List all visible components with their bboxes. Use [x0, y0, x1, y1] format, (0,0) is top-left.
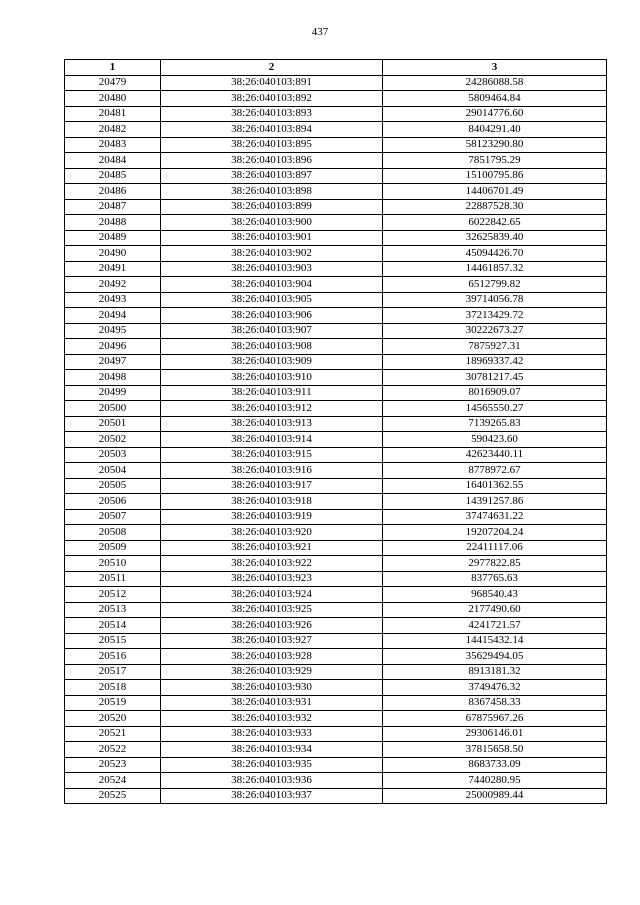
- cadastral-number-cell: 38:26:040103:910: [161, 370, 383, 386]
- table-row: [65, 494, 607, 510]
- column-header-1: 1: [65, 60, 161, 76]
- value-cell: 37815658.50: [383, 742, 607, 758]
- row-number-cell: 20506: [65, 494, 161, 510]
- cadastral-number-cell: 38:26:040103:893: [161, 106, 383, 122]
- cadastral-number-cell: 38:26:040103:930: [161, 680, 383, 696]
- row-number-cell: 20520: [65, 711, 161, 727]
- row-number-cell: 20514: [65, 618, 161, 634]
- row-number-cell: 20492: [65, 277, 161, 293]
- cadastral-number-cell: 38:26:040103:926: [161, 618, 383, 634]
- table-row: [65, 649, 607, 665]
- value-cell: 7851795.29: [383, 153, 607, 169]
- table-row: [65, 556, 607, 572]
- table-body: [65, 75, 607, 804]
- cadastral-number-cell: 38:26:040103:915: [161, 447, 383, 463]
- cadastral-number-cell: 38:26:040103:936: [161, 773, 383, 789]
- cadastral-number-cell: 38:26:040103:908: [161, 339, 383, 355]
- row-number-cell: 20491: [65, 261, 161, 277]
- table-row: [65, 757, 607, 773]
- value-cell: 39714056.78: [383, 292, 607, 308]
- row-number-cell: 20479: [65, 75, 161, 91]
- value-cell: 14461857.32: [383, 261, 607, 277]
- table-row: [65, 199, 607, 215]
- row-number-cell: 20523: [65, 757, 161, 773]
- row-number-cell: 20512: [65, 587, 161, 603]
- table-row: [65, 370, 607, 386]
- row-number-cell: 20485: [65, 168, 161, 184]
- row-number-cell: 20501: [65, 416, 161, 432]
- cadastral-number-cell: 38:26:040103:913: [161, 416, 383, 432]
- cadastral-number-cell: 38:26:040103:903: [161, 261, 383, 277]
- cadastral-number-cell: 38:26:040103:927: [161, 633, 383, 649]
- value-cell: 29014776.60: [383, 106, 607, 122]
- table-row: [65, 215, 607, 231]
- value-cell: 15100795.86: [383, 168, 607, 184]
- value-cell: 42623440.11: [383, 447, 607, 463]
- column-header-2: 2: [161, 60, 383, 76]
- row-number-cell: 20507: [65, 509, 161, 525]
- value-cell: 30222673.27: [383, 323, 607, 339]
- value-cell: 2177490.60: [383, 602, 607, 618]
- table-row: [65, 153, 607, 169]
- value-cell: 5809464.84: [383, 91, 607, 107]
- row-number-cell: 20498: [65, 370, 161, 386]
- table-row: [65, 447, 607, 463]
- column-header-3: 3: [383, 60, 607, 76]
- value-cell: 837765.63: [383, 571, 607, 587]
- table-row: [65, 602, 607, 618]
- cadastral-number-cell: 38:26:040103:891: [161, 75, 383, 91]
- value-cell: 16401362.55: [383, 478, 607, 494]
- cadastral-number-cell: 38:26:040103:901: [161, 230, 383, 246]
- value-cell: 14565550.27: [383, 401, 607, 417]
- value-cell: 45094426.70: [383, 246, 607, 262]
- table-row: [65, 292, 607, 308]
- table-row: [65, 91, 607, 107]
- value-cell: 7875927.31: [383, 339, 607, 355]
- table-row: [65, 137, 607, 153]
- table-row: [65, 308, 607, 324]
- value-cell: 8016909.07: [383, 385, 607, 401]
- value-cell: 7139265.83: [383, 416, 607, 432]
- cadastral-number-cell: 38:26:040103:911: [161, 385, 383, 401]
- cadastral-number-cell: 38:26:040103:922: [161, 556, 383, 572]
- table-row: [65, 230, 607, 246]
- row-number-cell: 20502: [65, 432, 161, 448]
- cadastral-number-cell: 38:26:040103:904: [161, 277, 383, 293]
- value-cell: 590423.60: [383, 432, 607, 448]
- row-number-cell: 20524: [65, 773, 161, 789]
- value-cell: 35629494.05: [383, 649, 607, 665]
- value-cell: 6512799.82: [383, 277, 607, 293]
- cadastral-number-cell: 38:26:040103:916: [161, 463, 383, 479]
- row-number-cell: 20503: [65, 447, 161, 463]
- table-row: [65, 773, 607, 789]
- cadastral-number-cell: 38:26:040103:923: [161, 571, 383, 587]
- cadastral-number-cell: 38:26:040103:928: [161, 649, 383, 665]
- table-row: [65, 664, 607, 680]
- row-number-cell: 20517: [65, 664, 161, 680]
- table-row: [65, 416, 607, 432]
- cadastral-number-cell: 38:26:040103:907: [161, 323, 383, 339]
- row-number-cell: 20482: [65, 122, 161, 138]
- row-number-cell: 20489: [65, 230, 161, 246]
- table-row: [65, 788, 607, 804]
- value-cell: 7440280.95: [383, 773, 607, 789]
- table-row: [65, 354, 607, 370]
- cadastral-number-cell: 38:26:040103:895: [161, 137, 383, 153]
- value-cell: 32625839.40: [383, 230, 607, 246]
- value-cell: 3749476.32: [383, 680, 607, 696]
- row-number-cell: 20521: [65, 726, 161, 742]
- row-number-cell: 20499: [65, 385, 161, 401]
- value-cell: 19207204.24: [383, 525, 607, 541]
- table-row: [65, 726, 607, 742]
- cadastral-number-cell: 38:26:040103:905: [161, 292, 383, 308]
- value-cell: 22411117.06: [383, 540, 607, 556]
- cadastral-number-cell: 38:26:040103:914: [161, 432, 383, 448]
- value-cell: 30781217.45: [383, 370, 607, 386]
- cadastral-number-cell: 38:26:040103:931: [161, 695, 383, 711]
- cadastral-number-cell: 38:26:040103:918: [161, 494, 383, 510]
- row-number-cell: 20496: [65, 339, 161, 355]
- table-row: [65, 184, 607, 200]
- row-number-cell: 20525: [65, 788, 161, 804]
- table-row: [65, 432, 607, 448]
- cadastral-number-cell: 38:26:040103:932: [161, 711, 383, 727]
- table-row: [65, 695, 607, 711]
- row-number-cell: 20484: [65, 153, 161, 169]
- row-number-cell: 20486: [65, 184, 161, 200]
- value-cell: 37213429.72: [383, 308, 607, 324]
- cadastral-number-cell: 38:26:040103:897: [161, 168, 383, 184]
- table-row: [65, 525, 607, 541]
- value-cell: 14391257.86: [383, 494, 607, 510]
- table-row: [65, 478, 607, 494]
- cadastral-number-cell: 38:26:040103:924: [161, 587, 383, 603]
- table-row: [65, 339, 607, 355]
- row-number-cell: 20500: [65, 401, 161, 417]
- cadastral-number-cell: 38:26:040103:892: [161, 91, 383, 107]
- value-cell: 8778972.67: [383, 463, 607, 479]
- cadastral-number-cell: 38:26:040103:935: [161, 757, 383, 773]
- table-row: [65, 540, 607, 556]
- value-cell: 8367458.33: [383, 695, 607, 711]
- row-number-cell: 20513: [65, 602, 161, 618]
- cadastral-number-cell: 38:26:040103:899: [161, 199, 383, 215]
- cadastral-number-cell: 38:26:040103:919: [161, 509, 383, 525]
- row-number-cell: 20518: [65, 680, 161, 696]
- cadastral-number-cell: 38:26:040103:937: [161, 788, 383, 804]
- table-row: [65, 509, 607, 525]
- cadastral-number-cell: 38:26:040103:921: [161, 540, 383, 556]
- row-number-cell: 20490: [65, 246, 161, 262]
- row-number-cell: 20488: [65, 215, 161, 231]
- value-cell: 14415432.14: [383, 633, 607, 649]
- table-row: [65, 633, 607, 649]
- value-cell: 24286088.58: [383, 75, 607, 91]
- header-row: [65, 60, 607, 76]
- cadastral-number-cell: 38:26:040103:933: [161, 726, 383, 742]
- table-row: [65, 680, 607, 696]
- value-cell: 14406701.49: [383, 184, 607, 200]
- row-number-cell: 20516: [65, 649, 161, 665]
- cadastral-number-cell: 38:26:040103:896: [161, 153, 383, 169]
- value-cell: 18969337.42: [383, 354, 607, 370]
- cadastral-number-cell: 38:26:040103:906: [161, 308, 383, 324]
- value-cell: 8913181.32: [383, 664, 607, 680]
- table-row: [65, 168, 607, 184]
- cadastral-number-cell: 38:26:040103:917: [161, 478, 383, 494]
- value-cell: 67875967.26: [383, 711, 607, 727]
- row-number-cell: 20511: [65, 571, 161, 587]
- table-row: [65, 463, 607, 479]
- value-cell: 6022842.65: [383, 215, 607, 231]
- table-row: [65, 75, 607, 91]
- value-cell: 4241721.57: [383, 618, 607, 634]
- cadastral-number-cell: 38:26:040103:925: [161, 602, 383, 618]
- table-row: [65, 261, 607, 277]
- value-cell: 968540.43: [383, 587, 607, 603]
- row-number-cell: 20515: [65, 633, 161, 649]
- table-row: [65, 122, 607, 138]
- table-row: [65, 277, 607, 293]
- row-number-cell: 20508: [65, 525, 161, 541]
- row-number-cell: 20494: [65, 308, 161, 324]
- row-number-cell: 20495: [65, 323, 161, 339]
- row-number-cell: 20522: [65, 742, 161, 758]
- cadastral-number-cell: 38:26:040103:912: [161, 401, 383, 417]
- value-cell: 58123290.80: [383, 137, 607, 153]
- cadastral-number-cell: 38:26:040103:902: [161, 246, 383, 262]
- table-row: [65, 711, 607, 727]
- value-cell: 25000989.44: [383, 788, 607, 804]
- registry-table: [64, 59, 607, 804]
- value-cell: 8683733.09: [383, 757, 607, 773]
- row-number-cell: 20510: [65, 556, 161, 572]
- row-number-cell: 20505: [65, 478, 161, 494]
- table-row: [65, 323, 607, 339]
- value-cell: 2977822.85: [383, 556, 607, 572]
- cadastral-number-cell: 38:26:040103:894: [161, 122, 383, 138]
- cadastral-number-cell: 38:26:040103:909: [161, 354, 383, 370]
- table-row: [65, 106, 607, 122]
- cadastral-number-cell: 38:26:040103:934: [161, 742, 383, 758]
- cadastral-number-cell: 38:26:040103:900: [161, 215, 383, 231]
- table-row: [65, 385, 607, 401]
- row-number-cell: 20509: [65, 540, 161, 556]
- row-number-cell: 20483: [65, 137, 161, 153]
- table-row: [65, 401, 607, 417]
- page-number: 437: [311, 26, 329, 38]
- table-row: [65, 742, 607, 758]
- row-number-cell: 20504: [65, 463, 161, 479]
- row-number-cell: 20480: [65, 91, 161, 107]
- row-number-cell: 20493: [65, 292, 161, 308]
- row-number-cell: 20519: [65, 695, 161, 711]
- table-row: [65, 587, 607, 603]
- value-cell: 22887528.30: [383, 199, 607, 215]
- cadastral-number-cell: 38:26:040103:929: [161, 664, 383, 680]
- cadastral-number-cell: 38:26:040103:920: [161, 525, 383, 541]
- row-number-cell: 20481: [65, 106, 161, 122]
- value-cell: 29306146.01: [383, 726, 607, 742]
- table-row: [65, 246, 607, 262]
- table-row: [65, 618, 607, 634]
- cadastral-number-cell: 38:26:040103:898: [161, 184, 383, 200]
- value-cell: 8404291.40: [383, 122, 607, 138]
- table-header: [65, 60, 607, 76]
- row-number-cell: 20487: [65, 199, 161, 215]
- row-number-cell: 20497: [65, 354, 161, 370]
- table-row: [65, 571, 607, 587]
- value-cell: 37474631.22: [383, 509, 607, 525]
